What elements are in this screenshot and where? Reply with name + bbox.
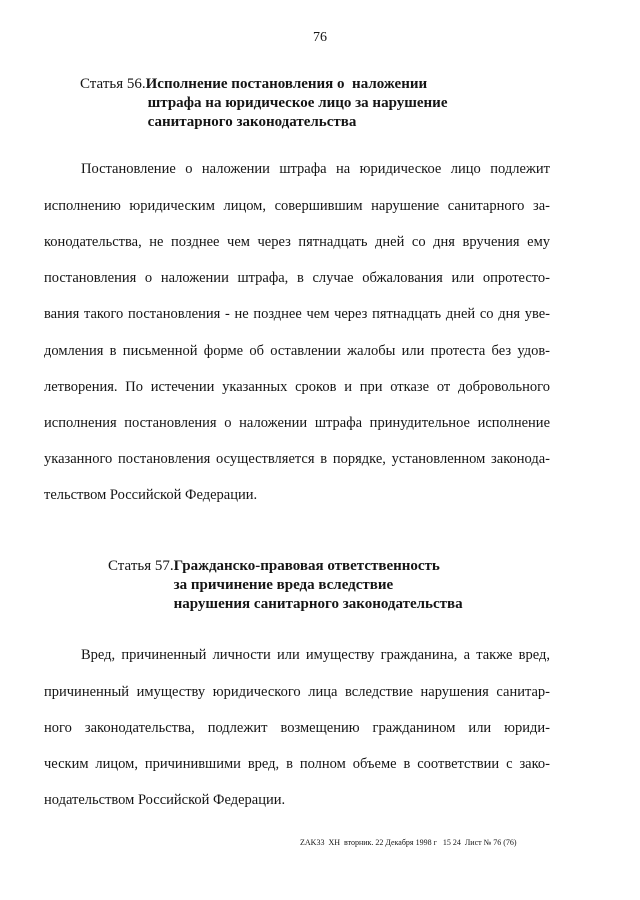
article-56-title-line: штрафа на юридическое лицо за нарушение — [147, 95, 448, 111]
article-56-body-line: тельством Российской Федерации. — [44, 487, 258, 503]
article-57-body-line: причиненный имуществу юридического лица вследствие нарушения санитар- — [44, 684, 550, 700]
article-56-body-line: исполнению юридическим лицом, совершившим нарушение санитарного за- — [44, 198, 550, 214]
article-56-body-line: вания такого постановления - не позднее чем через пятнадцать дней со дня уве- — [44, 306, 550, 322]
article-57-title-line: за причинение вреда вследствие — [173, 577, 394, 593]
article-56-body-line: исполнения постановления о наложении штрафа принудительное исполнение — [44, 415, 550, 431]
article-57-body-line: Вред, причиненный личности или имуществу гражданина, а также вред, — [81, 647, 550, 663]
article-56-body-line: постановления о наложении штрафа, в случае обжалования или опротесто- — [44, 270, 550, 286]
article-57-heading — [108, 557, 463, 614]
article-57-title-line: Гражданско-правовая ответственность — [173, 558, 440, 574]
article-56-body-line: летворения. По истечении указанных сроков и при отказе от добровольного — [44, 379, 550, 395]
article-57-title-line: нарушения санитарного законодательства — [173, 596, 463, 612]
article-57-body-line: нодательством Российской Федерации. — [44, 792, 286, 808]
article-56-heading — [80, 75, 447, 132]
article-56-body-line: домления в письменной форме об оставлении жалобы или протеста без удов- — [44, 343, 550, 359]
page-number: 76 — [313, 30, 327, 45]
article-56-title-line: санитарного законодательства — [147, 114, 357, 130]
article-56-title — [146, 75, 448, 132]
article-57-body-line: ного законодательства, подлежит возмещению гражданином или юриди- — [44, 720, 550, 736]
article-56-body-line: конодательства, не позднее чем через пятнадцать дней со дня вручения ему — [44, 234, 550, 250]
article-56-title-line: Исполнение постановления о наложении — [145, 76, 428, 92]
article-56-body-line: указанного постановления осуществляется в порядке, установленном законода- — [44, 451, 550, 467]
article-57-body-line: ческим лицом, причинившими вред, в полном объеме в соответствии с зако- — [44, 756, 550, 772]
article-57-title — [174, 557, 463, 614]
article-56-label: Статья 56. — [80, 76, 146, 92]
article-57-label: Статья 57. — [108, 558, 174, 574]
article-56-body-line: Постановление о наложении штрафа на юридическое лицо подлежит — [81, 161, 550, 177]
print-footer: ZAK33 XH вторник. 22 Декабря 1998 г 15 24 Лист № 76 (76) — [300, 838, 517, 847]
